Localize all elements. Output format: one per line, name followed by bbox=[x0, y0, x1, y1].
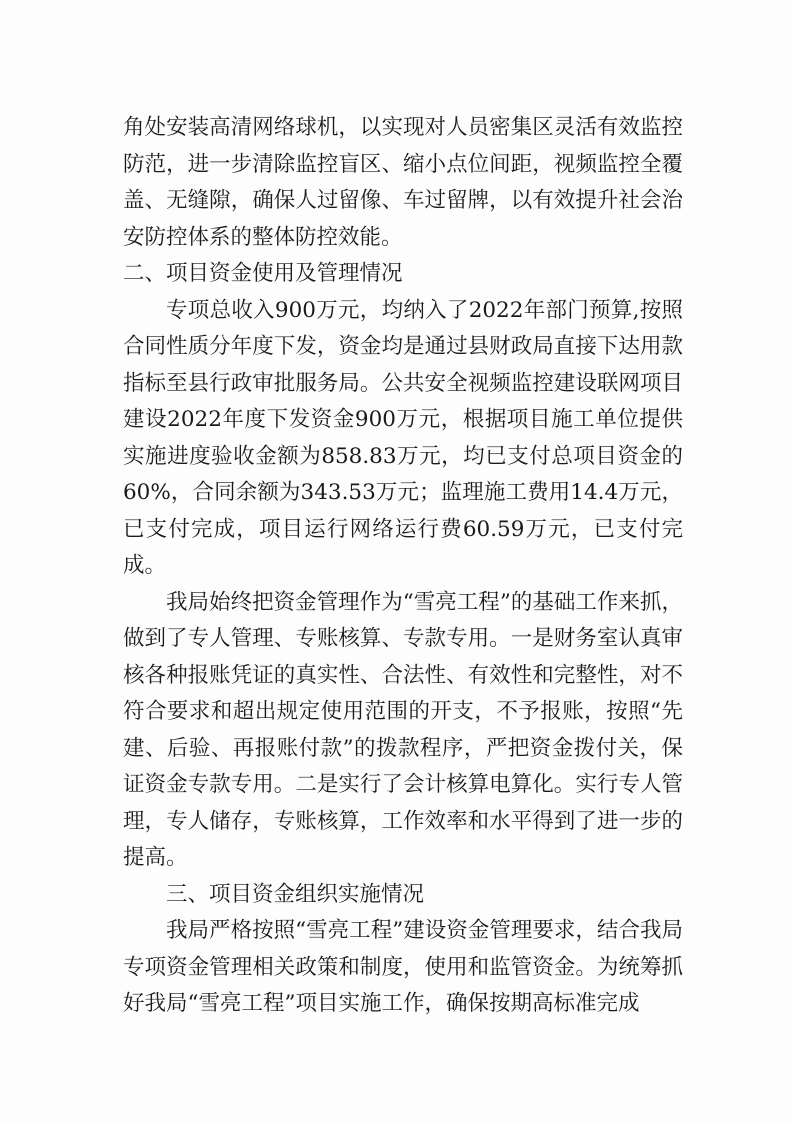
section-heading-fund-usage: 二、项目资金使用及管理情况 bbox=[123, 261, 403, 286]
paragraph-surveillance-coverage: 角处安装高清网络球机，以实现对人员密集区灵活有效监控防范，进一步清除监控盲区、缩小点位间距，视频监控全覆盖、无缝隙，确保人过留像、车过留牌，以有效提升社会治安防控体系的整体防控效能。 bbox=[123, 115, 683, 250]
paragraph-implementation: 我局严格按照“雪亮工程”建设资金管理要求，结合我局专项资金管理相关政策和制度，使用和监管资金。为统筹抓好我局“雪亮工程”项目实施工作，确保按期高标准完成 bbox=[123, 918, 683, 1016]
paragraph-fund-management: 我局始终把资金管理作为“雪亮工程”的基础工作来抓，做到了专人管理、专账核算、专款专用。一是财务室认真审核各种报账凭证的真实性、合法性、有效性和完整性，对不符合要求和超出规定使用范围的开支，不予报账，按照“先建、后验、再报账付款”的拨款程序，严把资金拨付关，保证资金专款专用。二是实行了会计核算电算化。实行专人管理，专人储存，专账核算，工作效率和水平得到了进一步的提高。 bbox=[123, 589, 683, 870]
paragraph-fund-income: 专项总收入900万元，均纳入了2022年部门预算,按照合同性质分年度下发，资金均是通过县财政局直接下达用款指标至县行政审批服务局。公共安全视频监控建设联网项目建设2022年度下发资金900万元，根据项目施工单位提供实施进度验收金额为858.83万元，均已支付总项目资金的60%，合同余额为343.53万元；监理施工费用14.4万元，已支付完成，项目运行网络运行费60.59万元，已支付完成。 bbox=[123, 297, 683, 578]
section-heading-implementation: 三、项目资金组织实施情况 bbox=[166, 881, 425, 907]
document-body bbox=[123, 110, 683, 1023]
